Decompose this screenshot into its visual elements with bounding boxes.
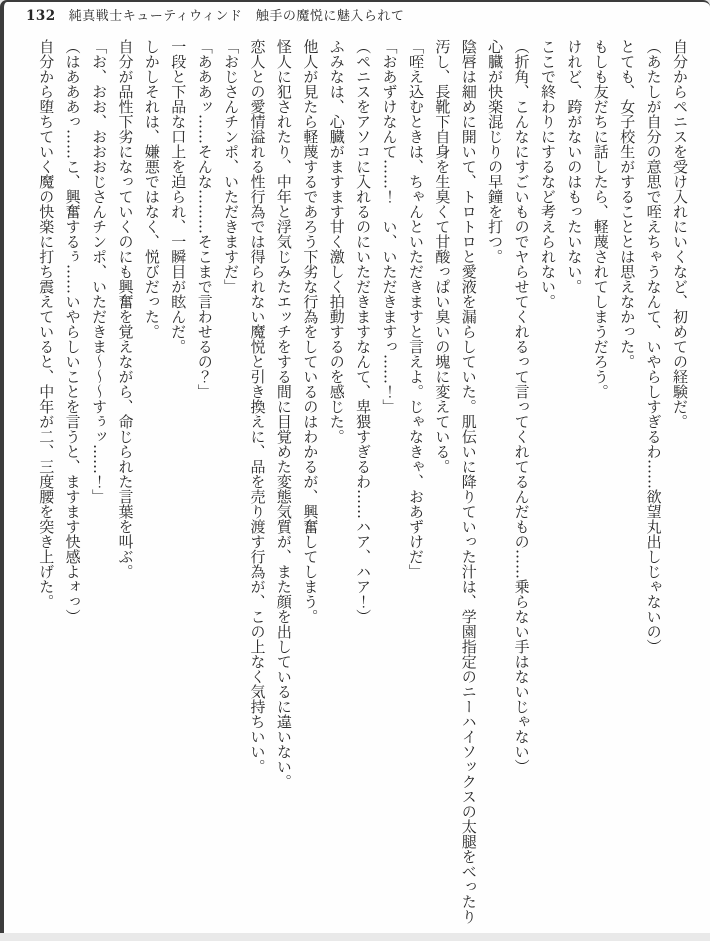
text-column: けれど、跨がないのはもったいない。 — [565, 39, 584, 294]
text-column: 自分からペニスを受け入れにいくなど、初めての経験だ。 — [671, 39, 689, 429]
text-column: 他人が見たら軽蔑するであろう下劣な行為をしているのはわかるが、興奮してしまう。 — [301, 39, 320, 624]
text-column: ここで終わりにするなど考えられない。 — [538, 39, 557, 309]
page-body — [33, 39, 693, 937]
text-column: 自分が品性下劣になっていくのにも興奮を覚えながら、命じられた言葉を叫ぶ。 — [116, 39, 135, 579]
text-column: しかしそれは、嫌悪ではなく、悦びだった。 — [142, 39, 161, 339]
text-column: 陰唇は細めに開いて、トロトロと愛液を漏らしていた。肌伝いに降りていった汁は、学園指定のニーハイソックスの太腿をべったり — [459, 39, 478, 924]
text-column: もしも友だちに話したら、軽蔑されてしまうだろう。 — [591, 39, 610, 399]
text-column: とても、女子校生がすることとは思えなかった。 — [618, 39, 637, 369]
running-title: 純真戦士キューティウィンド 触手の魔悦に魅入られて — [68, 9, 405, 24]
text-column: （はあああっ……こ、興奮するぅ……いやらしいことを言うと、ますます快感よォっ） — [63, 39, 82, 624]
text-column: （ペニスをアソコに入れるのにいただきますなんて、卑猥すぎるわ……ハア、ハア！） — [354, 39, 373, 624]
text-column: （折角、こんなにすごいものでヤらせてくれるって言ってくれてるんだもの……乗らない手はないじゃない） — [512, 39, 531, 774]
page-number: 132 — [26, 8, 56, 24]
text-column: 心臓が快楽混じりの早鐘を打つ。 — [486, 39, 505, 264]
text-column: 怪人に犯されたり、中年と浮気じみたエッチをする間に目覚めた変態気質が、また顔を出しているに違いない。 — [274, 39, 293, 789]
text-column: 「あああッ……そんな………そこまで言わせるの？」 — [195, 39, 214, 399]
text-column: ふみなは、心臓がますます甘く激しく拍動するのを感じた。 — [327, 39, 346, 444]
text-column: （あたしが自分の意思で咥えちゃうなんて、いやらしすぎるわ……欲望丸出しじゃないの） — [644, 39, 663, 654]
text-column: 汚し、長靴下自身を生臭くて甘酸っぱい臭いの塊に変えている。 — [433, 39, 452, 474]
text-column: 「おじさんチンポ、いただきますだ」 — [222, 39, 241, 294]
page-header — [26, 5, 404, 24]
text-column: 一段と下品な口上を迫られ、一瞬目が眩んだ。 — [169, 39, 188, 354]
text-column: 「お、おお、おおおじさんチンポ、いただきま～～～すぅッ……！」 — [90, 39, 109, 504]
text-column: 「咥え込むときは、ちゃんといただきますと言えよ。じゃなきゃ、おあずけだ」 — [406, 39, 425, 579]
text-column: 恋人との愛情溢れる性行為では得られない魔悦と引き換えに、品を売り渡す行為が、この上なく気持ちいい。 — [248, 39, 267, 774]
text-column: 自分から堕ちていく魔の快楽に打ち震えていると、中年が二、三度腰を突き上げた。 — [37, 39, 56, 609]
text-column: 「おあずけなんて……！ い、いただきますっ……！」 — [380, 39, 399, 414]
